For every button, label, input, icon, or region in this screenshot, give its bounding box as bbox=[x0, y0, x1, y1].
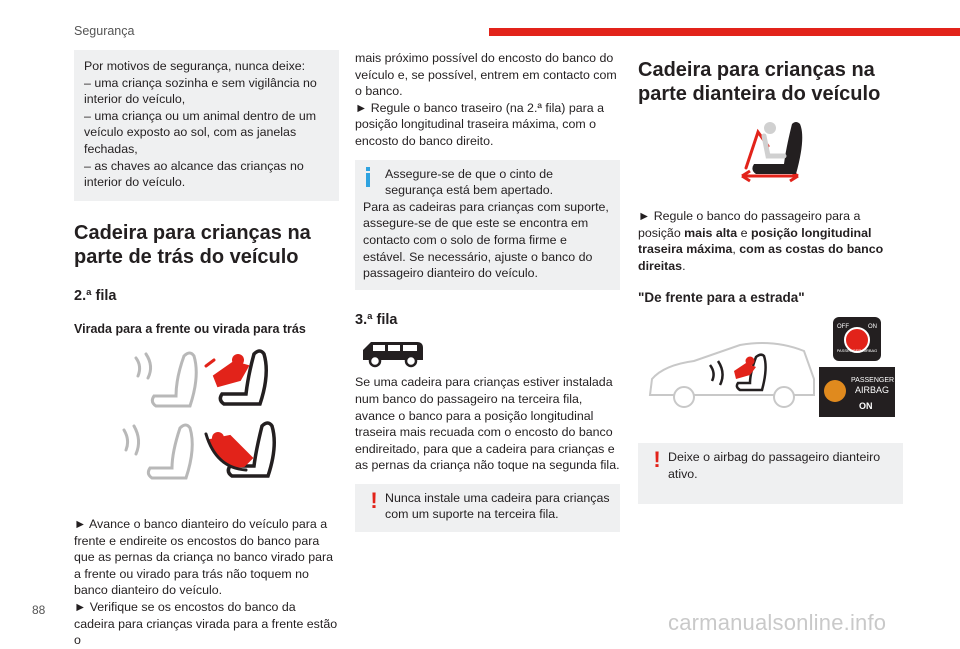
warning-box bbox=[638, 443, 903, 504]
section-heading: Cadeira para crianças na parte dianteira do veículo bbox=[638, 59, 881, 105]
instruction-paragraph bbox=[638, 208, 903, 274]
rear-facing-seat-illustration bbox=[124, 423, 274, 478]
front-seat-adjust-diagram bbox=[638, 118, 903, 196]
instruction-paragraph: ► Avance o banco dianteiro do veículo para a frente e endireite os encostos do banco para que as pernas da criança no banco virado para a frente ou virado para trás não toquem no banco dianteiro do veículo. bbox=[74, 516, 333, 598]
airbag-indicator-icon bbox=[824, 380, 846, 402]
instruction-paragraph: mais próximo possível do encosto do banco do veículo e, se possível, entrem em contacto com o banco. bbox=[355, 51, 617, 99]
panel-title: PASSENGER bbox=[851, 376, 895, 384]
info-text: Para as cadeiras para crianças com suporte, assegure-se de que este se encontra em contacto com o solo de forma firme e estável. Se necessário, ajuste o banco do passageiro dianteiro do veículo. bbox=[363, 199, 609, 281]
header-accent-bar bbox=[489, 28, 960, 36]
text-fragment: . bbox=[682, 258, 686, 273]
warning-box bbox=[355, 484, 620, 532]
van-icon bbox=[359, 338, 429, 368]
watermark: carmanualsonline.info bbox=[668, 610, 887, 635]
warning-icon: ! bbox=[370, 487, 378, 513]
panel-title: AIRBAG bbox=[855, 384, 890, 395]
panel-state: ON bbox=[859, 400, 873, 411]
warning-line: Por motivos de segurança, nunca deixe: bbox=[84, 59, 306, 73]
subheading: Virada para a frente ou virada para trás bbox=[74, 322, 306, 337]
warning-text: Deixe o airbag do passageiro dianteiro ativo. bbox=[668, 449, 881, 481]
column-right bbox=[638, 50, 903, 504]
subheading: "De frente para a estrada" bbox=[638, 290, 805, 306]
column-middle bbox=[355, 50, 620, 532]
airbag-switch-on-label: ON bbox=[868, 323, 877, 330]
info-box bbox=[355, 160, 620, 290]
passenger-airbag-panel bbox=[819, 367, 895, 417]
column-left bbox=[74, 50, 339, 649]
text-fragment: e bbox=[737, 225, 751, 240]
warning-line: – as chaves ao alcance das crianças no interior do veículo. bbox=[84, 158, 304, 190]
section-heading: Cadeira para crianças na parte de trás do veículo bbox=[74, 221, 311, 268]
instruction-paragraph: ► Verifique se os encostos do banco da cadeira para crianças virada para a frente estão o bbox=[74, 599, 338, 648]
airbag-switch-off-label: OFF bbox=[837, 323, 849, 330]
bold-fragment: posição longitudinal traseira máxima bbox=[638, 225, 872, 257]
airbag-switch-caption: PASSENGER AIRBAG bbox=[836, 348, 878, 354]
instruction-paragraph: Se uma cadeira para crianças estiver instalada num banco do passageiro na terceira fila, avance o banco para a posição longitudinal traseira mais recuada com o encosto do banco endireitado, para que a cadeira para crianças e as pernas da criança não toque na segunda fila. bbox=[355, 375, 620, 473]
rear-seat-diagram bbox=[74, 348, 339, 498]
instruction-paragraph: ► Regule o banco traseiro (na 2.ª fila) para a posição longitudinal traseira máxima, com o encosto do banco direito. bbox=[355, 100, 604, 148]
warning-icon: ! bbox=[653, 446, 661, 472]
row-heading: 2.ª fila bbox=[74, 287, 117, 304]
car-child-seat-illustration bbox=[644, 335, 819, 415]
text-fragment: ► Regule o banco do passageiro para a posição bbox=[638, 209, 861, 240]
bold-fragment: com as costas do banco direitas bbox=[638, 242, 884, 273]
forward-facing-seat-illustration bbox=[136, 351, 266, 406]
info-icon bbox=[363, 166, 385, 199]
warning-line: – uma criança ou um animal dentro de um veículo exposto ao sol, com as janelas fechadas, bbox=[84, 108, 317, 156]
warning-text: Nunca instale uma cadeira para crianças com um suporte na terceira fila. bbox=[385, 490, 610, 522]
warning-box bbox=[74, 50, 339, 201]
info-text: Assegure-se de que o cinto de segurança está bem apertado. bbox=[385, 166, 554, 198]
airbag-switch bbox=[833, 317, 881, 361]
text-fragment: , bbox=[732, 242, 740, 257]
page-number: 88 bbox=[32, 603, 46, 617]
row-heading: 3.ª fila bbox=[355, 311, 398, 328]
warning-line: – uma criança sozinha e sem vigilância no interior do veículo, bbox=[84, 75, 317, 107]
section-header: Segurança bbox=[74, 24, 135, 38]
front-airbag-figure bbox=[638, 317, 903, 427]
bold-fragment: mais alta bbox=[684, 225, 738, 240]
